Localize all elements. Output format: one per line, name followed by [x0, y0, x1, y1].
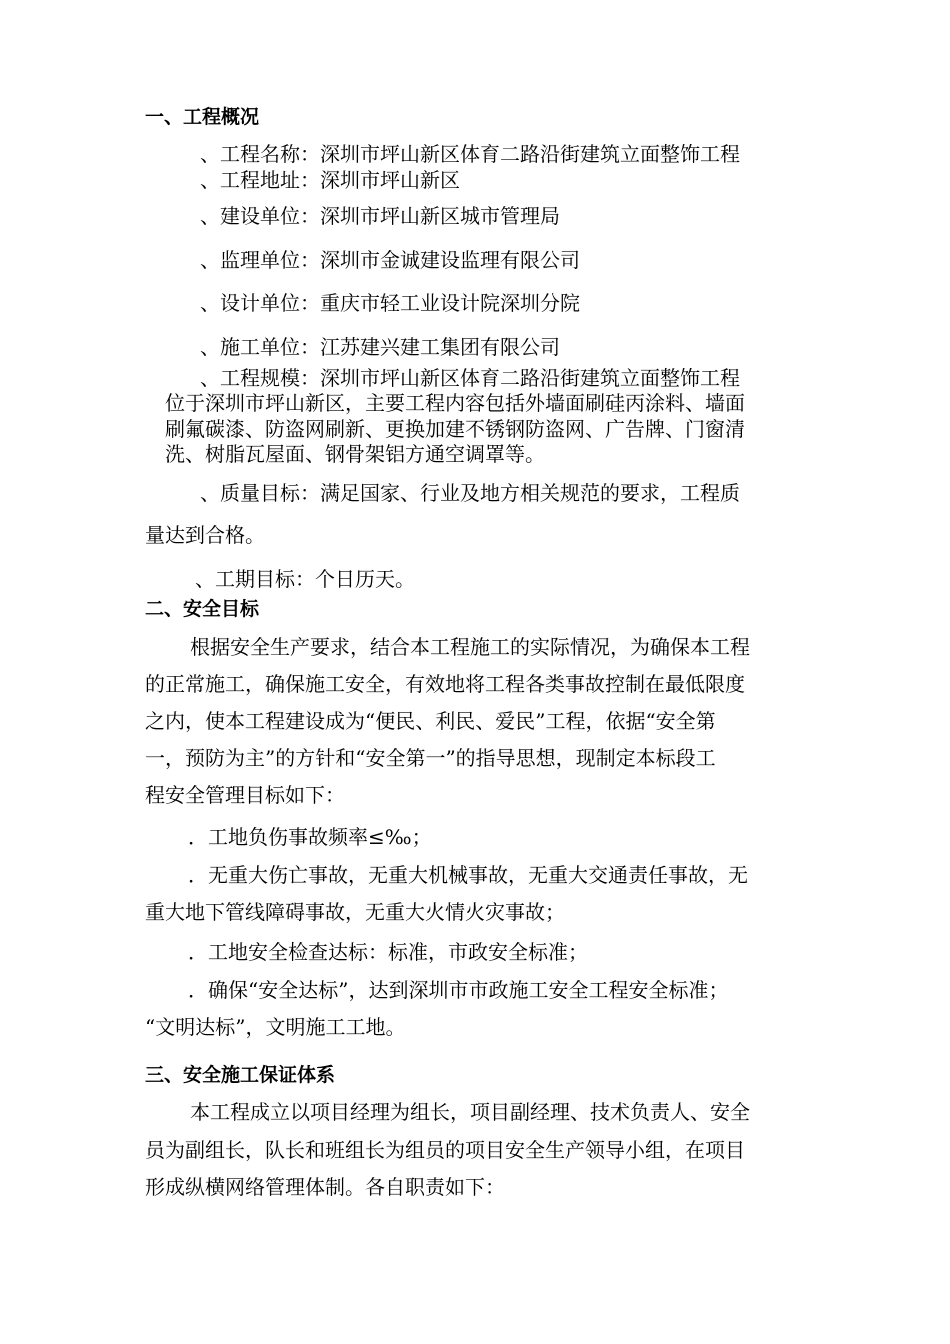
scale-line-4: 洗、树脂瓦屋面、钢骨架铝方通空调罩等。 [165, 442, 545, 466]
safety-item-4-line-2: “文明达标”，文明施工工地。 [145, 1015, 406, 1039]
designer-line: 、设计单位：重庆市轻工业设计院深圳分院 [200, 291, 580, 315]
safety-item-3: ．工地安全检查达标：标准，市政安全标准； [188, 940, 588, 964]
safety-intro-line-2: 的正常施工，确保施工安全，有效地将工程各类事故控制在最低限度 [145, 672, 745, 696]
quality-line-2: 量达到合格。 [145, 523, 265, 547]
project-address-line: 、工程地址：深圳市坪山新区 [200, 168, 460, 192]
section3-heading: 三、安全施工保证体系 [145, 1064, 336, 1086]
safety-intro-line-3: 之内，使本工程建设成为“便民、利民、爱民”工程，依据“安全第 [145, 709, 716, 733]
safety-item-2-line-2: 重大地下管线障碍事故，无重大火情火灾事故； [145, 900, 565, 924]
safety-item-1: ．工地负伤事故频率≤‰； [188, 825, 432, 849]
system-para-line-3: 形成纵横网络管理体制。各自职责如下： [145, 1175, 505, 1199]
safety-intro-line-5: 程安全管理目标如下： [145, 783, 345, 807]
system-para-line-2: 员为副组长，队长和班组长为组员的项目安全生产领导小组，在项目 [145, 1138, 745, 1162]
system-para-line-1: 本工程成立以项目经理为组长，项目副经理、技术负责人、安全 [190, 1100, 750, 1124]
owner-line: 、建设单位：深圳市坪山新区城市管理局 [200, 204, 560, 228]
safety-item-2-line-1: ．无重大伤亡事故，无重大机械事故，无重大交通责任事故，无 [188, 863, 748, 887]
supervisor-line: 、监理单位：深圳市金诚建设监理有限公司 [200, 248, 580, 272]
quality-line-1: 、质量目标：满足国家、行业及地方相关规范的要求，工程质 [200, 481, 740, 505]
scale-line-1: 、工程规模：深圳市坪山新区体育二路沿街建筑立面整饰工程 [200, 366, 740, 390]
section2-heading: 二、安全目标 [145, 598, 260, 620]
section1-heading: 一、工程概况 [145, 106, 260, 128]
schedule-line: 、工期目标：个日历天。 [195, 567, 415, 591]
safety-intro-line-4: 一，预防为主”的方针和“安全第一”的指导思想，现制定本标段工 [145, 746, 716, 770]
scale-line-2: 位于深圳市坪山新区，主要工程内容包括外墙面刷硅丙涂料、墙面 [165, 391, 745, 415]
contractor-line: 、施工单位：江苏建兴建工集团有限公司 [200, 335, 560, 359]
project-name-line: 、工程名称：深圳市坪山新区体育二路沿街建筑立面整饰工程 [200, 142, 740, 166]
safety-intro-line-1: 根据安全生产要求，结合本工程施工的实际情况，为确保本工程 [190, 635, 750, 659]
safety-item-4-line-1: ．确保“安全达标”，达到深圳市市政施工安全工程安全标准； [188, 978, 729, 1002]
scale-line-3: 刷氟碳漆、防盗网刷新、更换加建不锈钢防盗网、广告牌、门窗清 [165, 417, 745, 441]
